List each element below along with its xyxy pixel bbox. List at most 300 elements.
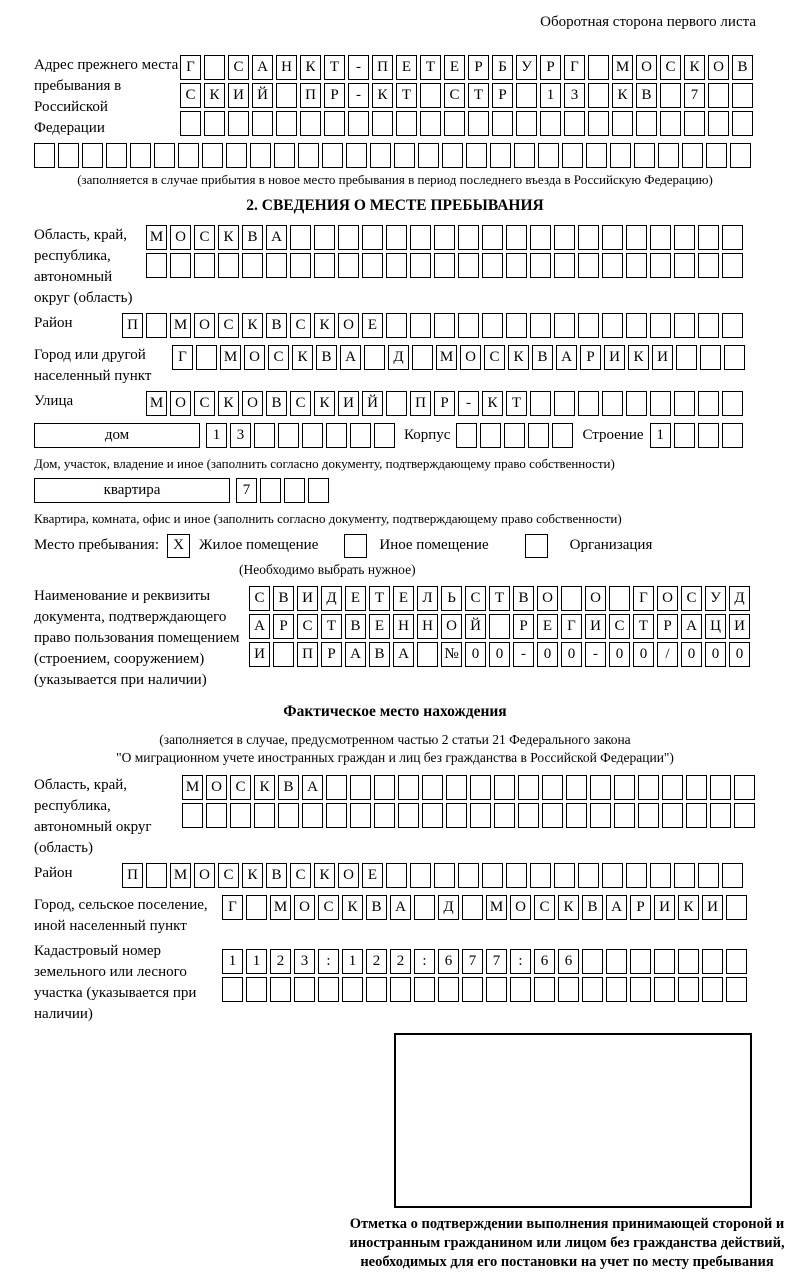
actual-location-note-1: (заполняется в случае, предусмотренном частью 2 статьи 21 Федерального закона — [159, 731, 631, 747]
char-cell: К — [242, 863, 263, 888]
char-cell: Д — [388, 345, 409, 370]
prev-address-field — [34, 55, 756, 139]
char-cell: К — [218, 225, 239, 250]
char-cell — [554, 391, 575, 416]
char-cell: В — [266, 863, 287, 888]
char-cell: В — [732, 55, 753, 80]
char-cell — [626, 863, 647, 888]
char-cell: 0 — [561, 642, 582, 667]
header-note: Оборотная сторона первого листа — [540, 14, 756, 30]
stay-type-option-org-label: Организация — [569, 537, 653, 554]
char-cell — [588, 111, 609, 136]
char-cell: 3 — [294, 949, 315, 974]
char-cell — [578, 253, 599, 278]
document-row-1 — [249, 586, 753, 611]
actual-district-label: Район — [34, 865, 73, 882]
char-cell — [732, 83, 753, 108]
char-cell: Е — [537, 614, 558, 639]
char-cell — [612, 111, 633, 136]
char-cell: Г — [222, 895, 243, 920]
char-cell: - — [585, 642, 606, 667]
char-cell: Б — [492, 55, 513, 80]
char-cell: О — [338, 313, 359, 338]
char-cell: С — [534, 895, 555, 920]
char-cell: Т — [321, 614, 342, 639]
char-cell — [630, 949, 651, 974]
cadastral-label: Кадастровый номер земельного или лесного участка (указывается при наличии) — [34, 943, 197, 1023]
actual-city-row — [222, 895, 750, 920]
char-cell: М — [170, 313, 191, 338]
char-cell: Е — [396, 55, 417, 80]
char-cell: С — [290, 863, 311, 888]
char-cell: А — [393, 642, 414, 667]
char-cell — [602, 313, 623, 338]
char-cell: 2 — [390, 949, 411, 974]
char-cell: С — [218, 863, 239, 888]
char-cell: С — [268, 345, 289, 370]
char-cell: К — [678, 895, 699, 920]
char-cell — [417, 642, 438, 667]
char-cell — [530, 863, 551, 888]
char-cell: В — [242, 225, 263, 250]
char-cell — [698, 313, 719, 338]
char-cell: И — [702, 895, 723, 920]
char-cell: Т — [324, 55, 345, 80]
char-cell — [514, 143, 535, 168]
char-cell — [434, 313, 455, 338]
char-cell: С — [660, 55, 681, 80]
char-cell — [626, 253, 647, 278]
char-cell — [418, 143, 439, 168]
char-cell: М — [170, 863, 191, 888]
char-cell: С — [194, 225, 215, 250]
cadastral-field — [34, 941, 756, 1025]
house-number-row — [206, 423, 398, 448]
char-cell — [734, 803, 755, 828]
char-cell: М — [146, 391, 167, 416]
char-cell — [270, 977, 291, 1002]
char-cell — [178, 143, 199, 168]
char-cell: Е — [345, 586, 366, 611]
char-cell — [420, 111, 441, 136]
char-cell — [722, 253, 743, 278]
house-type-box: дом — [34, 423, 200, 448]
char-cell: В — [345, 614, 366, 639]
stay-type-checkbox-org — [525, 534, 548, 558]
char-cell — [422, 803, 443, 828]
char-cell — [588, 83, 609, 108]
char-cell — [686, 775, 707, 800]
char-cell: К — [314, 391, 335, 416]
char-cell: И — [585, 614, 606, 639]
char-cell — [578, 391, 599, 416]
char-cell — [506, 863, 527, 888]
char-cell — [602, 225, 623, 250]
char-cell: С — [218, 313, 239, 338]
char-cell — [610, 143, 631, 168]
char-cell: - — [458, 391, 479, 416]
char-cell — [466, 143, 487, 168]
char-cell: 6 — [534, 949, 555, 974]
char-cell — [398, 803, 419, 828]
char-cell — [492, 111, 513, 136]
char-cell — [578, 863, 599, 888]
char-cell — [700, 345, 721, 370]
district-field — [34, 313, 756, 341]
char-cell — [318, 977, 339, 1002]
char-cell: Т — [396, 83, 417, 108]
char-cell: О — [194, 313, 215, 338]
char-cell — [602, 863, 623, 888]
char-cell: Р — [324, 83, 345, 108]
street-field — [34, 391, 756, 419]
region-row-2 — [146, 253, 746, 278]
char-cell: Н — [417, 614, 438, 639]
prev-address-label: Адрес прежнего места пребывания в Российской Федерации — [34, 57, 179, 136]
char-cell — [444, 111, 465, 136]
char-cell — [414, 895, 435, 920]
char-cell — [506, 313, 527, 338]
char-cell: А — [340, 345, 361, 370]
char-cell — [558, 977, 579, 1002]
char-cell: Р — [468, 55, 489, 80]
actual-region-row-2 — [182, 803, 758, 828]
char-cell: С — [228, 55, 249, 80]
char-cell — [202, 143, 223, 168]
char-cell — [516, 83, 537, 108]
char-cell: Ь — [441, 586, 462, 611]
char-cell: Р — [434, 391, 455, 416]
char-cell: : — [318, 949, 339, 974]
char-cell: С — [444, 83, 465, 108]
char-cell: В — [278, 775, 299, 800]
char-cell — [260, 478, 281, 503]
char-cell — [374, 775, 395, 800]
char-cell: С — [249, 586, 270, 611]
actual-region-field — [34, 775, 756, 859]
char-cell: К — [218, 391, 239, 416]
char-cell — [654, 977, 675, 1002]
document-row-3 — [249, 642, 753, 667]
stay-type-checkbox-zhiloe: X — [167, 534, 190, 558]
char-cell — [586, 143, 607, 168]
char-cell: 0 — [633, 642, 654, 667]
char-cell: С — [484, 345, 505, 370]
char-cell: И — [297, 586, 318, 611]
stay-type-label: Место пребывания: — [34, 537, 159, 554]
char-cell — [242, 253, 263, 278]
char-cell — [602, 253, 623, 278]
char-cell: 1 — [650, 423, 671, 448]
stamp-caption: Отметка о подтверждении выполнения принимающей стороной и иностранным гражданином или лицом без гражданства действий, необходимых для его постановки на учет по месту пребывания — [349, 1216, 785, 1271]
char-cell: Д — [729, 586, 750, 611]
region-grid — [146, 225, 746, 281]
char-cell — [674, 863, 695, 888]
char-cell — [650, 313, 671, 338]
char-cell: В — [532, 345, 553, 370]
char-cell: Г — [172, 345, 193, 370]
char-cell — [322, 143, 343, 168]
cadastral-grid — [222, 941, 750, 1005]
char-cell — [218, 253, 239, 278]
char-cell — [266, 253, 287, 278]
char-cell — [698, 225, 719, 250]
char-cell: 0 — [681, 642, 702, 667]
char-cell: 7 — [684, 83, 705, 108]
char-cell: О — [510, 895, 531, 920]
char-cell — [578, 313, 599, 338]
char-cell — [510, 977, 531, 1002]
stay-type-note: (Необходимо выбрать нужное) — [239, 561, 416, 577]
char-cell — [674, 423, 695, 448]
char-cell — [226, 143, 247, 168]
char-cell — [626, 313, 647, 338]
char-cell — [434, 253, 455, 278]
char-cell: У — [516, 55, 537, 80]
district-label: Район — [34, 314, 73, 331]
char-cell — [614, 775, 635, 800]
char-cell — [390, 977, 411, 1002]
char-cell — [274, 143, 295, 168]
char-cell: Р — [540, 55, 561, 80]
house-note: Дом, участок, владение и иное (заполнить согласно документу, подтверждающему право собственности) — [34, 455, 615, 471]
char-cell — [530, 253, 551, 278]
char-cell — [722, 225, 743, 250]
char-cell: С — [297, 614, 318, 639]
char-cell — [506, 253, 527, 278]
actual-location-title: Фактическое место нахождения — [283, 702, 507, 720]
char-cell — [146, 863, 167, 888]
char-cell: 0 — [609, 642, 630, 667]
char-cell — [530, 225, 551, 250]
char-cell — [482, 225, 503, 250]
char-cell — [494, 803, 515, 828]
char-cell: К — [204, 83, 225, 108]
char-cell: 1 — [206, 423, 227, 448]
char-cell: К — [242, 313, 263, 338]
char-cell — [516, 111, 537, 136]
char-cell — [489, 614, 510, 639]
char-cell: О — [338, 863, 359, 888]
apartment-number-row — [236, 478, 332, 503]
char-cell — [302, 423, 323, 448]
char-cell — [654, 949, 675, 974]
char-cell: А — [252, 55, 273, 80]
char-cell: С — [180, 83, 201, 108]
document-row-2 — [249, 614, 753, 639]
char-cell — [362, 225, 383, 250]
char-cell: К — [342, 895, 363, 920]
char-cell — [456, 423, 477, 448]
char-cell: П — [372, 55, 393, 80]
char-cell — [410, 313, 431, 338]
stay-type-option-zhiloe-label: Жилое помещение — [199, 537, 319, 554]
char-cell: - — [348, 83, 369, 108]
char-cell: М — [270, 895, 291, 920]
char-cell — [278, 423, 299, 448]
char-cell — [348, 111, 369, 136]
char-cell — [590, 775, 611, 800]
char-cell — [446, 775, 467, 800]
prev-address-grid — [180, 55, 756, 139]
char-cell — [710, 803, 731, 828]
char-cell: К — [292, 345, 313, 370]
prev-address-footnote: (заполняется в случае прибытия в новое место пребывания в период последнего въезда в Российскую Федерацию) — [77, 172, 713, 187]
char-cell: О — [244, 345, 265, 370]
prev-address-row-3 — [180, 111, 756, 136]
char-cell — [582, 949, 603, 974]
char-cell — [722, 863, 743, 888]
char-cell — [398, 775, 419, 800]
char-cell — [686, 803, 707, 828]
char-cell — [490, 143, 511, 168]
char-cell — [582, 977, 603, 1002]
char-cell: К — [372, 83, 393, 108]
char-cell — [676, 345, 697, 370]
char-cell — [674, 225, 695, 250]
char-cell: К — [300, 55, 321, 80]
char-cell — [182, 803, 203, 828]
char-cell — [650, 225, 671, 250]
char-cell: 0 — [537, 642, 558, 667]
char-cell — [346, 143, 367, 168]
char-cell — [414, 977, 435, 1002]
region-row-1 — [146, 225, 746, 250]
char-cell: В — [369, 642, 390, 667]
char-cell — [566, 775, 587, 800]
char-cell: С — [681, 586, 702, 611]
char-cell: О — [194, 863, 215, 888]
korpus-row — [456, 423, 576, 448]
actual-region-grid — [182, 775, 758, 831]
char-cell — [366, 977, 387, 1002]
char-cell — [412, 345, 433, 370]
char-cell — [276, 111, 297, 136]
char-cell: Г — [180, 55, 201, 80]
char-cell — [290, 253, 311, 278]
char-cell: О — [294, 895, 315, 920]
stay-type-option-inoe-label: Иное помещение — [379, 537, 489, 554]
char-cell: Р — [321, 642, 342, 667]
char-cell: Е — [369, 614, 390, 639]
char-cell: И — [228, 83, 249, 108]
char-cell — [698, 863, 719, 888]
char-cell — [386, 863, 407, 888]
char-cell: 0 — [729, 642, 750, 667]
char-cell: К — [254, 775, 275, 800]
char-cell: С — [230, 775, 251, 800]
char-cell — [146, 253, 167, 278]
char-cell: О — [657, 586, 678, 611]
char-cell: П — [410, 391, 431, 416]
char-cell: И — [604, 345, 625, 370]
char-cell — [362, 253, 383, 278]
char-cell — [246, 895, 267, 920]
char-cell — [462, 895, 483, 920]
char-cell — [278, 803, 299, 828]
char-cell: О — [242, 391, 263, 416]
char-cell — [338, 253, 359, 278]
char-cell — [614, 803, 635, 828]
char-cell: Р — [513, 614, 534, 639]
char-cell: И — [338, 391, 359, 416]
char-cell — [528, 423, 549, 448]
char-cell — [154, 143, 175, 168]
char-cell — [294, 977, 315, 1002]
char-cell — [650, 863, 671, 888]
char-cell: И — [249, 642, 270, 667]
char-cell — [708, 83, 729, 108]
city-label: Город или другой населенный пункт — [34, 346, 152, 384]
char-cell — [678, 949, 699, 974]
actual-district-field — [34, 863, 756, 891]
char-cell — [698, 253, 719, 278]
char-cell — [722, 423, 743, 448]
char-cell: Г — [564, 55, 585, 80]
char-cell — [482, 313, 503, 338]
char-cell: И — [654, 895, 675, 920]
stay-type-field — [34, 534, 756, 558]
char-cell: М — [486, 895, 507, 920]
char-cell — [146, 313, 167, 338]
char-cell: Р — [657, 614, 678, 639]
stay-type-checkbox-inoe — [344, 534, 367, 558]
char-cell: Е — [393, 586, 414, 611]
char-cell: - — [513, 642, 534, 667]
char-cell — [250, 143, 271, 168]
document-grid — [249, 586, 753, 670]
char-cell — [578, 225, 599, 250]
char-cell: О — [206, 775, 227, 800]
char-cell — [540, 111, 561, 136]
char-cell: О — [170, 225, 191, 250]
char-cell — [206, 803, 227, 828]
char-cell: 6 — [438, 949, 459, 974]
char-cell — [630, 977, 651, 1002]
prev-address-row-4 — [34, 143, 756, 168]
char-cell — [506, 225, 527, 250]
char-cell: Д — [438, 895, 459, 920]
char-cell — [626, 225, 647, 250]
char-cell — [609, 586, 630, 611]
char-cell — [590, 803, 611, 828]
char-cell — [204, 55, 225, 80]
char-cell — [470, 775, 491, 800]
char-cell — [222, 977, 243, 1002]
char-cell — [494, 775, 515, 800]
char-cell: М — [182, 775, 203, 800]
char-cell — [246, 977, 267, 1002]
char-cell — [394, 143, 415, 168]
char-cell — [542, 803, 563, 828]
document-field — [34, 586, 756, 691]
actual-region-row-1 — [182, 775, 758, 800]
char-cell — [386, 253, 407, 278]
char-cell — [462, 977, 483, 1002]
char-cell — [422, 775, 443, 800]
char-cell: К — [558, 895, 579, 920]
char-cell — [626, 391, 647, 416]
char-cell: 1 — [222, 949, 243, 974]
char-cell: О — [441, 614, 462, 639]
street-label: Улица — [34, 392, 74, 409]
region-field — [34, 225, 756, 309]
cadastral-row-1 — [222, 949, 750, 974]
char-cell — [722, 391, 743, 416]
char-cell — [434, 863, 455, 888]
char-cell — [326, 423, 347, 448]
char-cell: Г — [633, 586, 654, 611]
